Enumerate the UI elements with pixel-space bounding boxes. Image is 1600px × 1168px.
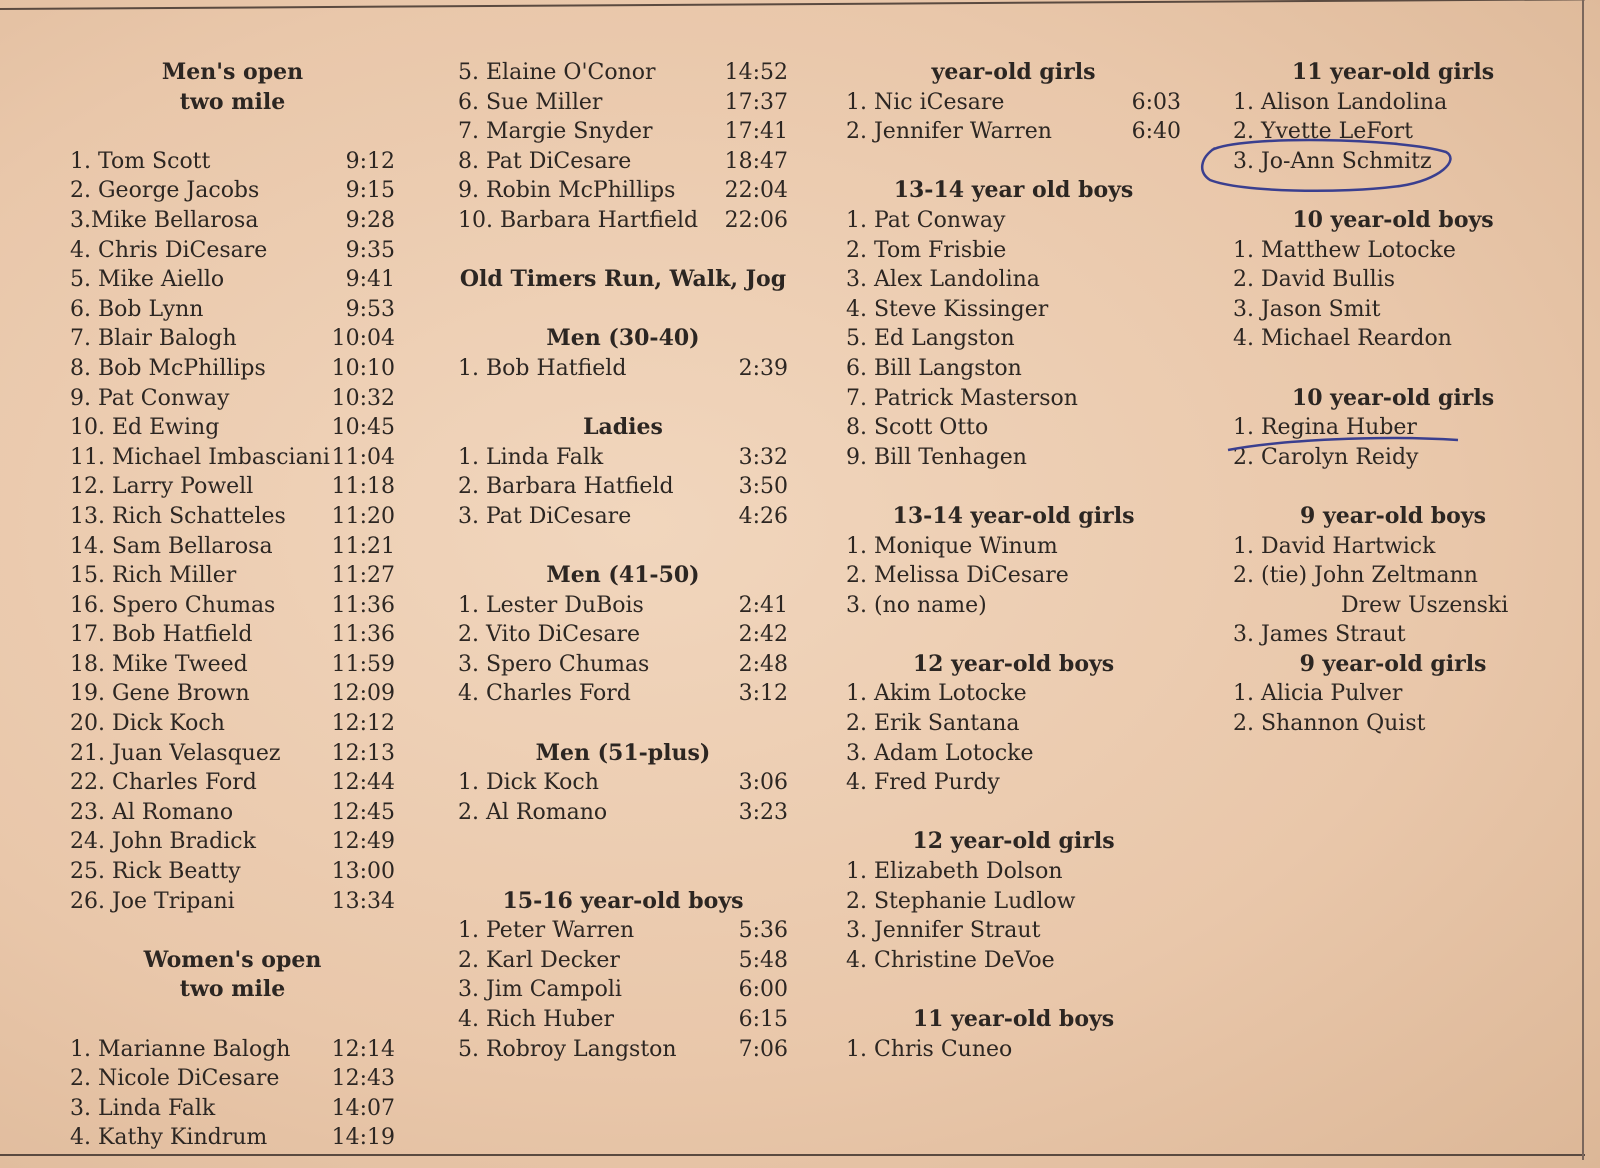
runner-name: 10. Barbara Hartfield <box>458 207 699 233</box>
result-row <box>458 946 788 976</box>
result-row <box>458 1035 788 1065</box>
finish-time: 12:14 <box>331 1036 395 1062</box>
finish-time: 11:59 <box>331 651 395 677</box>
result-row <box>70 709 395 739</box>
runner-name: 1. Monique Winum <box>846 533 1058 559</box>
section-heading: 13-14 year-old girls <box>892 502 1135 529</box>
result-row <box>458 975 788 1005</box>
finish-time: 6:03 <box>1131 89 1181 115</box>
finish-time: 9:12 <box>345 148 395 174</box>
runner-name: 3.Mike Bellarosa <box>70 207 259 233</box>
runner-name: 3. Jason Smit <box>1233 296 1381 322</box>
finish-time: 12:09 <box>331 681 395 707</box>
column-youth-13-11 <box>846 58 1181 1064</box>
result-row <box>1233 413 1553 443</box>
result-row <box>458 798 788 828</box>
result-row <box>70 265 395 295</box>
finish-time: 11:27 <box>331 563 395 589</box>
result-row <box>846 916 1181 946</box>
runner-name: 6. Bob Lynn <box>70 296 204 322</box>
runner-name: 7. Patrick Masterson <box>846 385 1078 411</box>
runner-name: 12. Larry Powell <box>70 474 254 500</box>
runner-name: 1. Matthew Lotocke <box>1233 237 1456 263</box>
result-row <box>458 88 788 118</box>
result-row <box>846 679 1181 709</box>
runner-name: 15. Rich Miller <box>70 563 237 589</box>
runner-name: 18. Mike Tweed <box>70 651 248 677</box>
runner-name: 17. Bob Hatfield <box>70 622 253 648</box>
result-row <box>846 117 1181 147</box>
runner-name: 1. Linda Falk <box>458 444 604 470</box>
runner-name: 7. Margie Snyder <box>458 119 653 145</box>
finish-time: 3:32 <box>738 444 788 470</box>
spacer <box>458 827 788 857</box>
section-heading: Men (41-50) <box>546 562 700 589</box>
runner-name: 25. Rick Beatty <box>70 859 241 885</box>
section-heading: Women's open <box>143 946 322 973</box>
runner-name: 13. Rich Schatteles <box>70 503 286 529</box>
finish-time: 12:49 <box>331 829 395 855</box>
column-youth-11-9 <box>1233 58 1553 739</box>
runner-name: 4. Christine DeVoe <box>846 947 1055 973</box>
result-row <box>70 739 395 769</box>
runner-name: 16. Spero Chumas <box>70 592 276 618</box>
result-row <box>70 354 395 384</box>
finish-time: 13:34 <box>331 888 395 914</box>
result-row <box>1233 147 1553 177</box>
result-row <box>1233 443 1553 473</box>
finish-time: 14:52 <box>724 60 788 85</box>
runner-name: 3. Jim Campoli <box>458 977 622 1003</box>
result-row <box>1233 561 1553 591</box>
runner-name: 3. James Straut <box>1233 622 1406 648</box>
result-row <box>1233 324 1553 354</box>
runner-name: 4. Kathy Kindrum <box>70 1125 268 1151</box>
section-heading: 10 year-old boys <box>1292 206 1494 233</box>
result-row <box>1233 88 1553 118</box>
result-row <box>458 620 788 650</box>
finish-time: 3:12 <box>738 681 788 707</box>
finish-time: 3:50 <box>738 474 788 500</box>
result-row <box>846 236 1181 266</box>
runner-name: 2. David Bullis <box>1233 267 1396 293</box>
finish-time: 12:44 <box>331 770 395 796</box>
result-row <box>846 324 1181 354</box>
finish-time: 6:40 <box>1131 119 1181 145</box>
finish-time: 17:37 <box>724 89 788 115</box>
top-rule <box>0 0 1585 10</box>
runner-name: 1. Lester DuBois <box>458 592 644 618</box>
runner-name: 2. Yvette LeFort <box>1233 119 1413 145</box>
spacer <box>70 117 395 147</box>
runner-name: 2. Nicole DiCesare <box>70 1066 280 1092</box>
result-row <box>70 384 395 414</box>
spacer <box>70 1005 395 1035</box>
runner-name: 5. Elaine O'Conor <box>458 60 656 85</box>
runner-name: 1. Akim Lotocke <box>846 681 1027 707</box>
result-row <box>70 650 395 680</box>
result-row <box>70 591 395 621</box>
result-row <box>70 236 395 266</box>
spacer <box>1233 354 1553 384</box>
spacer <box>458 709 788 739</box>
result-row <box>846 206 1181 236</box>
finish-time: 9:15 <box>345 178 395 204</box>
runner-name: 1. Bob Hatfield <box>458 355 627 381</box>
spacer <box>1233 176 1553 206</box>
result-row <box>70 1064 395 1094</box>
finish-time: 12:12 <box>331 711 395 737</box>
spacer <box>458 295 788 325</box>
runner-name: 3. Pat DiCesare <box>458 503 632 529</box>
runner-name: 19. Gene Brown <box>70 681 250 707</box>
runner-name: 9. Robin McPhillips <box>458 178 676 204</box>
finish-time: 12:45 <box>331 799 395 825</box>
runner-name: 8. Scott Otto <box>846 415 989 441</box>
result-row <box>1233 236 1553 266</box>
result-row <box>70 1094 395 1124</box>
runner-name: 9. Pat Conway <box>70 385 230 411</box>
runner-name: 14. Sam Bellarosa <box>70 533 273 559</box>
result-row <box>458 916 788 946</box>
runner-name: 2. Jennifer Warren <box>846 119 1052 145</box>
result-row <box>1233 532 1553 562</box>
finish-time: 5:48 <box>738 947 788 973</box>
section-heading: Ladies <box>583 414 663 441</box>
result-row <box>846 265 1181 295</box>
spacer <box>1233 472 1553 502</box>
section-heading: 9 year-old boys <box>1299 502 1487 529</box>
finish-time: 18:47 <box>724 148 788 174</box>
finish-time: 10:10 <box>331 355 395 381</box>
result-row <box>458 472 788 502</box>
result-row <box>846 946 1181 976</box>
runner-name: 2. Tom Frisbie <box>846 237 1007 263</box>
runner-name: 2. Vito DiCesare <box>458 622 641 648</box>
result-row <box>846 532 1181 562</box>
result-row <box>458 502 788 532</box>
runner-name: 22. Charles Ford <box>70 770 257 796</box>
runner-name: 2. Al Romano <box>458 799 608 825</box>
result-row <box>70 502 395 532</box>
finish-time: 12:43 <box>331 1066 395 1092</box>
runner-name: Drew Uszenski <box>1341 592 1509 618</box>
runner-name: 1. Alicia Pulver <box>1233 681 1403 707</box>
result-row <box>458 679 788 709</box>
section-heading: 15-16 year-old boys <box>502 887 744 914</box>
finish-time: 2:48 <box>738 651 788 677</box>
finish-time: 3:23 <box>738 799 788 825</box>
result-row <box>458 768 788 798</box>
result-row <box>458 58 788 88</box>
finish-time: 7:06 <box>738 1036 788 1062</box>
runner-name: 4. Michael Reardon <box>1233 326 1452 352</box>
result-row <box>1233 591 1553 621</box>
runner-name: 24. John Bradick <box>70 829 256 855</box>
result-row <box>70 827 395 857</box>
finish-time: 11:20 <box>331 503 395 529</box>
result-row <box>70 768 395 798</box>
runner-name: 1. Elizabeth Dolson <box>846 859 1063 885</box>
runner-name: 23. Al Romano <box>70 799 234 825</box>
result-row <box>70 206 395 236</box>
runner-name: 21. Juan Velasquez <box>70 740 281 766</box>
result-row <box>70 1035 395 1065</box>
finish-time: 10:04 <box>331 326 395 352</box>
result-row <box>458 176 788 206</box>
result-row <box>846 1035 1181 1065</box>
result-row <box>70 443 395 473</box>
runner-name: 2. Carolyn Reidy <box>1233 444 1419 470</box>
section-heading: 11 year-old boys <box>912 1006 1115 1032</box>
section-heading: 11 year-old girls <box>1291 59 1495 85</box>
runner-name: 2. Shannon Quist <box>1233 711 1426 737</box>
finish-time: 9:28 <box>345 207 395 233</box>
result-row <box>458 591 788 621</box>
finish-time: 10:45 <box>331 415 395 441</box>
result-row <box>846 561 1181 591</box>
result-row <box>70 857 395 887</box>
runner-name: 9. Bill Tenhagen <box>846 444 1027 470</box>
runner-name: 2. Melissa DiCesare <box>846 563 1069 589</box>
runner-name: 6. Sue Miller <box>458 89 603 115</box>
result-row <box>846 384 1181 414</box>
runner-name: 7. Blair Balogh <box>70 326 237 352</box>
result-row <box>70 324 395 354</box>
finish-time: 22:06 <box>724 207 788 233</box>
runner-name: 1. David Hartwick <box>1233 533 1436 559</box>
result-row <box>846 709 1181 739</box>
runner-name: 1. Alison Landolina <box>1233 89 1448 115</box>
runner-name: 1. Dick Koch <box>458 770 599 796</box>
finish-time: 14:19 <box>331 1125 395 1151</box>
result-row <box>458 206 788 236</box>
runner-name: 26. Joe Tripani <box>70 888 235 914</box>
result-row <box>846 354 1181 384</box>
result-row <box>70 147 395 177</box>
section-heading: Men (30-40) <box>546 325 700 352</box>
column-mens-womens-open <box>70 58 395 1153</box>
result-row <box>1233 709 1553 739</box>
result-row <box>70 561 395 591</box>
runner-name: 8. Bob McPhillips <box>70 355 266 381</box>
result-row <box>458 147 788 177</box>
runner-name: 2. Erik Santana <box>846 711 1020 737</box>
runner-name: 1. Peter Warren <box>458 918 635 944</box>
result-row <box>70 1123 395 1153</box>
runner-name: 8. Pat DiCesare <box>458 148 632 174</box>
result-row <box>846 413 1181 443</box>
runner-name: 10. Ed Ewing <box>70 415 220 441</box>
result-row <box>846 768 1181 798</box>
runner-name: 3. (no name) <box>846 592 987 618</box>
section-heading: 10 year-old girls <box>1291 384 1495 411</box>
finish-time: 2:41 <box>738 592 788 618</box>
section-heading: 12 year-old boys <box>912 650 1115 677</box>
spacer <box>846 798 1181 828</box>
finish-time: 6:00 <box>738 977 788 1003</box>
runner-name: 3. Spero Chumas <box>458 651 650 677</box>
finish-time: 22:04 <box>724 178 788 204</box>
finish-time: 11:04 <box>331 444 395 470</box>
spacer <box>846 147 1181 177</box>
section-heading: two mile <box>179 976 286 1003</box>
finish-time: 2:39 <box>738 355 788 381</box>
finish-time: 9:41 <box>345 267 395 293</box>
runner-name: 1. Marianne Balogh <box>70 1036 291 1062</box>
runner-name: 2. Barbara Hatfield <box>458 474 674 500</box>
result-row <box>846 295 1181 325</box>
finish-time: 3:06 <box>738 770 788 796</box>
finish-time: 5:36 <box>738 918 788 944</box>
runner-name: 4. Chris DiCesare <box>70 237 268 263</box>
result-row <box>1233 117 1553 147</box>
runner-name: 6. Bill Langston <box>846 355 1022 381</box>
spacer <box>846 975 1181 1005</box>
result-row <box>458 354 788 384</box>
finish-time: 6:15 <box>738 1007 788 1032</box>
runner-name: 1. Nic iCesare <box>846 89 1005 115</box>
spacer <box>846 472 1181 502</box>
spacer <box>458 236 788 266</box>
finish-time: 10:32 <box>331 385 395 411</box>
result-row <box>846 857 1181 887</box>
finish-time: 12:13 <box>331 740 395 766</box>
runner-name: 4. Rich Huber <box>458 1007 615 1032</box>
finish-time: 11:21 <box>331 533 395 559</box>
spacer <box>458 384 788 414</box>
runner-name: 20. Dick Koch <box>70 711 225 737</box>
result-row <box>70 620 395 650</box>
result-row <box>1233 620 1553 650</box>
result-row <box>70 176 395 206</box>
runner-name: 4. Fred Purdy <box>846 770 1000 796</box>
result-row <box>70 413 395 443</box>
finish-time: 17:41 <box>724 119 788 145</box>
result-row <box>458 1005 788 1035</box>
finish-time: 2:42 <box>738 622 788 648</box>
result-row <box>70 679 395 709</box>
spacer <box>846 620 1181 650</box>
runner-name: 2. Karl Decker <box>458 947 620 973</box>
result-row <box>70 532 395 562</box>
result-row <box>70 295 395 325</box>
runner-name: 1. Tom Scott <box>70 148 211 174</box>
runner-name: 5. Robroy Langston <box>458 1036 677 1062</box>
finish-time: 4:26 <box>738 503 788 529</box>
result-row <box>70 798 395 828</box>
section-heading: Men's open <box>161 59 304 85</box>
result-row <box>846 591 1181 621</box>
section-heading: 13-14 year old boys <box>893 177 1134 204</box>
runner-name: 4. Steve Kissinger <box>846 296 1049 322</box>
spacer <box>458 532 788 562</box>
result-row <box>70 887 395 917</box>
result-row <box>846 443 1181 473</box>
result-row <box>458 117 788 147</box>
section-heading: Old Timers Run, Walk, Jog <box>459 266 787 293</box>
result-row <box>846 739 1181 769</box>
section-heading: two mile <box>179 88 286 115</box>
runner-name: 3. Alex Landolina <box>846 267 1040 293</box>
spacer <box>458 857 788 887</box>
finish-time: 13:00 <box>331 859 395 885</box>
result-row <box>458 650 788 680</box>
bottom-rule <box>0 1154 1585 1156</box>
result-row <box>1233 679 1553 709</box>
section-heading: 9 year-old girls <box>1299 650 1487 677</box>
result-row <box>1233 295 1553 325</box>
spacer <box>70 916 395 946</box>
runner-name: 4. Charles Ford <box>458 681 631 707</box>
runner-name: 3. Jennifer Straut <box>846 918 1041 944</box>
runner-name: 1. Chris Cuneo <box>846 1036 1013 1062</box>
finish-time: 9:53 <box>345 296 395 322</box>
runner-name: 1. Regina Huber <box>1233 415 1417 441</box>
runner-name: 3. Linda Falk <box>70 1095 216 1121</box>
finish-time: 9:35 <box>345 237 395 263</box>
runner-name: 1. Pat Conway <box>846 207 1006 233</box>
finish-time: 11:18 <box>331 474 395 500</box>
runner-name: 2. Stephanie Ludlow <box>846 888 1076 914</box>
runner-name: 11. Michael Imbasciani <box>70 444 330 470</box>
result-row <box>846 887 1181 917</box>
finish-time: 11:36 <box>331 622 395 648</box>
result-row <box>458 443 788 473</box>
runner-name: 3. Adam Lotocke <box>846 740 1034 766</box>
column-old-timers <box>458 58 788 1064</box>
runner-name: 2. (tie) John Zeltmann <box>1233 563 1478 589</box>
runner-name: 5. Mike Aiello <box>70 267 225 293</box>
runner-name: 5. Ed Langston <box>846 326 1015 352</box>
result-row <box>70 472 395 502</box>
finish-time: 11:36 <box>331 592 395 618</box>
section-heading: 12 year-old girls <box>912 828 1115 855</box>
section-heading: year-old girls <box>931 59 1096 85</box>
runner-name: 3. Jo-Ann Schmitz <box>1233 148 1432 174</box>
section-heading: Men (51-plus) <box>535 739 711 766</box>
right-edge <box>1582 0 1584 1160</box>
finish-time: 14:07 <box>331 1095 395 1121</box>
result-row <box>846 88 1181 118</box>
runner-name: 2. George Jacobs <box>70 178 260 204</box>
result-row <box>1233 265 1553 295</box>
